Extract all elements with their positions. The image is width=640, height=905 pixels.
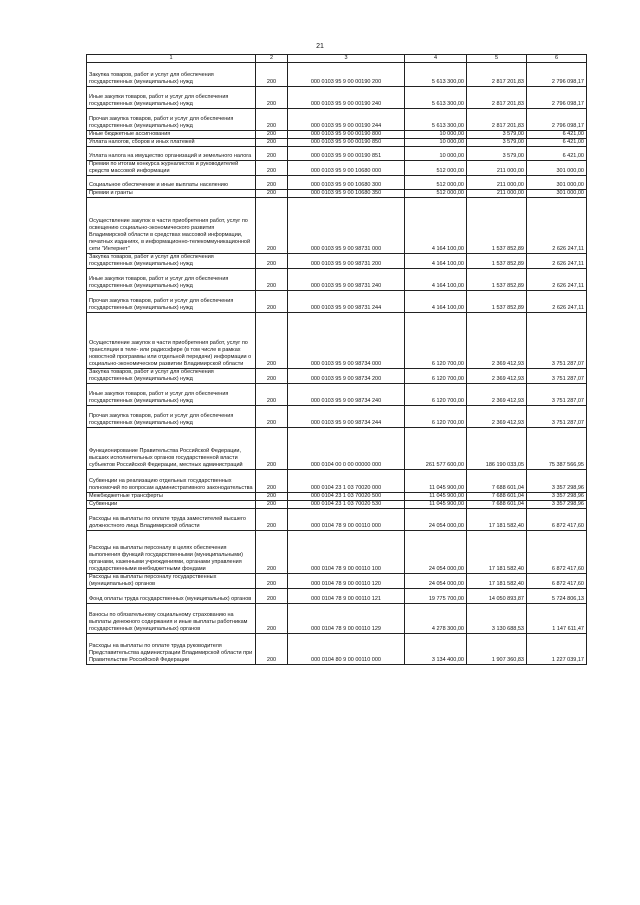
row-classification-cell: 000 0103 95 9 00 98734 200 (288, 369, 405, 384)
row-remaining-cell: 3 751 287,07 (527, 384, 587, 406)
row-name-cell: Прочая закупка товаров, работ и услуг для обеспечения государственных (муниципальных) нужд (87, 291, 256, 313)
table-row (87, 369, 587, 384)
column-header: 5 (467, 55, 527, 63)
table-row (87, 509, 587, 531)
row-classification-cell: 000 0104 78 9 00 00110 129 (288, 604, 405, 634)
row-remaining-cell: 6 421,00 (527, 147, 587, 161)
row-code-cell: 200 (256, 131, 288, 139)
table-row (87, 269, 587, 291)
table-row (87, 176, 587, 190)
row-remaining-cell: 3 751 287,07 (527, 369, 587, 384)
row-code-cell: 200 (256, 384, 288, 406)
row-code-cell: 200 (256, 109, 288, 131)
row-classification-cell: 000 0103 95 9 00 98731 200 (288, 254, 405, 269)
row-classification-cell: 000 0104 23 1 03 70020 500 (288, 493, 405, 501)
row-classification-cell: 000 0103 95 9 00 10680 350 (288, 190, 405, 198)
row-executed-cell: 17 181 582,40 (467, 531, 527, 574)
row-executed-cell: 1 907 360,83 (467, 634, 527, 665)
row-code-cell: 200 (256, 470, 288, 493)
row-name-cell: Уплата налогов, сборов и иных платежей (87, 139, 256, 147)
row-executed-cell: 17 181 582,40 (467, 509, 527, 531)
row-name-cell: Уплата налога на имущество организаций и земельного налога (87, 147, 256, 161)
row-name-cell: Взносы по обязательному социальному страхованию на выплаты денежного содержания и иные выплаты работникам государственных (муниципальных) органов (87, 604, 256, 634)
row-plan-cell: 4 164 100,00 (405, 269, 467, 291)
row-classification-cell: 000 0103 95 9 00 98731 000 (288, 198, 405, 254)
row-remaining-cell: 3 357 298,96 (527, 470, 587, 493)
row-remaining-cell: 3 751 287,07 (527, 406, 587, 428)
row-code-cell: 200 (256, 589, 288, 604)
table-row (87, 604, 587, 634)
row-executed-cell: 3 130 688,53 (467, 604, 527, 634)
row-remaining-cell: 301 000,00 (527, 176, 587, 190)
row-code-cell: 200 (256, 269, 288, 291)
row-name-cell: Закупка товаров, работ и услуг для обеспечения государственных (муниципальных) нужд (87, 63, 256, 87)
row-executed-cell: 2 369 412,93 (467, 384, 527, 406)
row-classification-cell: 000 0103 95 9 00 98734 000 (288, 313, 405, 369)
row-remaining-cell: 2 796 098,17 (527, 63, 587, 87)
row-code-cell: 200 (256, 509, 288, 531)
table-row (87, 531, 587, 574)
row-classification-cell: 000 0103 95 9 00 00190 200 (288, 63, 405, 87)
row-code-cell: 200 (256, 313, 288, 369)
column-header: 1 (87, 55, 256, 63)
row-plan-cell: 11 045 900,00 (405, 493, 467, 501)
row-classification-cell: 000 0103 95 9 00 00190 850 (288, 139, 405, 147)
row-code-cell: 200 (256, 501, 288, 509)
row-plan-cell: 24 054 000,00 (405, 531, 467, 574)
row-plan-cell: 19 775 700,00 (405, 589, 467, 604)
table-row (87, 501, 587, 509)
row-code-cell: 200 (256, 190, 288, 198)
row-classification-cell: 000 0104 78 9 00 00110 120 (288, 574, 405, 589)
row-remaining-cell: 6 872 417,60 (527, 509, 587, 531)
row-classification-cell: 000 0103 95 9 00 10680 000 (288, 161, 405, 176)
page-number: 21 (316, 43, 324, 50)
row-plan-cell: 6 120 700,00 (405, 406, 467, 428)
row-remaining-cell: 2 796 098,17 (527, 109, 587, 131)
row-remaining-cell: 6 872 417,60 (527, 531, 587, 574)
row-code-cell: 200 (256, 176, 288, 190)
row-plan-cell: 24 054 000,00 (405, 509, 467, 531)
row-classification-cell: 000 0103 95 9 00 98731 244 (288, 291, 405, 313)
row-remaining-cell: 6 421,00 (527, 139, 587, 147)
row-name-cell: Расходы на выплаты персоналу в целях обеспечения выполнения функций государственными (муниципальными) органами, казенными учреждениями, органами управления государственными внебюджетными фондами (87, 531, 256, 574)
row-plan-cell: 512 000,00 (405, 190, 467, 198)
row-classification-cell: 000 0104 00 0 00 00000 000 (288, 428, 405, 470)
row-remaining-cell: 3 357 298,96 (527, 493, 587, 501)
row-classification-cell: 000 0103 95 9 00 98734 240 (288, 384, 405, 406)
table-row (87, 198, 587, 254)
row-executed-cell: 211 000,00 (467, 161, 527, 176)
table-row (87, 406, 587, 428)
row-remaining-cell: 2 626 247,11 (527, 198, 587, 254)
row-remaining-cell: 1 147 611,47 (527, 604, 587, 634)
table-row (87, 139, 587, 147)
row-plan-cell: 512 000,00 (405, 161, 467, 176)
row-plan-cell: 5 613 300,00 (405, 63, 467, 87)
row-code-cell: 200 (256, 254, 288, 269)
table-row (87, 131, 587, 139)
row-executed-cell: 3 579,00 (467, 131, 527, 139)
row-executed-cell: 2 817 201,83 (467, 109, 527, 131)
row-name-cell: Осуществление закупок в части приобретения работ, услуг по освещению социально-экономического развития Владимирской области в средствах массовой информации, печатных изданиях, в информационно-телекоммуникационной сети "Интернет" (87, 198, 256, 254)
row-code-cell: 200 (256, 87, 288, 109)
table-row (87, 313, 587, 369)
table-row (87, 470, 587, 493)
row-remaining-cell: 6 421,00 (527, 131, 587, 139)
table-row (87, 428, 587, 470)
row-code-cell: 200 (256, 63, 288, 87)
table-row (87, 161, 587, 176)
row-name-cell: Иные закупки товаров, работ и услуг для обеспечения государственных (муниципальных) нужд (87, 269, 256, 291)
row-classification-cell: 000 0103 95 9 00 00190 800 (288, 131, 405, 139)
row-plan-cell: 5 613 300,00 (405, 87, 467, 109)
row-name-cell: Расходы на выплаты по оплате труда заместителей высшего должностного лица Владимирской области (87, 509, 256, 531)
row-classification-cell: 000 0103 95 9 00 98734 244 (288, 406, 405, 428)
row-name-cell: Закупка товаров, работ и услуг для обеспечения государственных (муниципальных) нужд (87, 254, 256, 269)
row-code-cell: 200 (256, 139, 288, 147)
row-remaining-cell: 2 796 098,17 (527, 87, 587, 109)
row-classification-cell: 000 0104 23 1 03 70020 530 (288, 501, 405, 509)
row-remaining-cell: 1 227 039,17 (527, 634, 587, 665)
row-executed-cell: 2 817 201,83 (467, 63, 527, 87)
row-plan-cell: 11 045 900,00 (405, 501, 467, 509)
row-remaining-cell: 301 000,00 (527, 190, 587, 198)
row-classification-cell: 000 0104 78 9 00 00110 100 (288, 531, 405, 574)
row-classification-cell: 000 0103 95 9 00 98731 240 (288, 269, 405, 291)
row-executed-cell: 17 181 582,40 (467, 574, 527, 589)
row-classification-cell: 000 0103 95 9 00 10680 300 (288, 176, 405, 190)
column-header: 6 (527, 55, 587, 63)
row-remaining-cell: 75 387 566,95 (527, 428, 587, 470)
row-classification-cell: 000 0104 78 9 00 00110 000 (288, 509, 405, 531)
row-name-cell: Премии и гранты (87, 190, 256, 198)
table-row (87, 147, 587, 161)
row-executed-cell: 2 369 412,93 (467, 369, 527, 384)
row-classification-cell: 000 0104 80 9 00 00110 000 (288, 634, 405, 665)
row-code-cell: 200 (256, 531, 288, 574)
row-code-cell: 200 (256, 634, 288, 665)
row-executed-cell: 1 537 852,89 (467, 291, 527, 313)
row-plan-cell: 10 000,00 (405, 147, 467, 161)
row-remaining-cell: 2 626 247,11 (527, 254, 587, 269)
row-name-cell: Иные бюджетные ассигнования (87, 131, 256, 139)
table-row (87, 634, 587, 665)
table-row (87, 190, 587, 198)
row-executed-cell: 2 369 412,93 (467, 313, 527, 369)
row-classification-cell: 000 0103 95 9 00 00190 244 (288, 109, 405, 131)
row-remaining-cell: 6 872 417,60 (527, 574, 587, 589)
table-row (87, 109, 587, 131)
row-remaining-cell: 2 626 247,11 (527, 291, 587, 313)
row-name-cell: Субвенции на реализацию отдельных государственных полномочий по вопросам административного законодательства (87, 470, 256, 493)
table-row (87, 87, 587, 109)
table-row (87, 291, 587, 313)
row-executed-cell: 7 688 601,04 (467, 470, 527, 493)
row-remaining-cell: 3 751 287,07 (527, 313, 587, 369)
row-executed-cell: 7 688 601,04 (467, 493, 527, 501)
row-plan-cell: 24 054 000,00 (405, 574, 467, 589)
row-name-cell: Функционирование Правительства Российской Федерации, высших исполнительных органов государственной власти субъектов Российской Федерации, местных администраций (87, 428, 256, 470)
row-code-cell: 200 (256, 161, 288, 176)
row-executed-cell: 1 537 852,89 (467, 254, 527, 269)
table-row (87, 63, 587, 87)
row-name-cell: Расходы на выплаты персоналу государственных (муниципальных) органов (87, 574, 256, 589)
row-classification-cell: 000 0103 95 9 00 00190 851 (288, 147, 405, 161)
column-header: 4 (405, 55, 467, 63)
row-plan-cell: 6 120 700,00 (405, 384, 467, 406)
table-header-row (87, 55, 587, 63)
budget-execution-table (86, 54, 587, 665)
table-row (87, 254, 587, 269)
row-executed-cell: 2 369 412,93 (467, 406, 527, 428)
row-code-cell: 200 (256, 369, 288, 384)
row-executed-cell: 186 190 033,05 (467, 428, 527, 470)
row-name-cell: Иные закупки товаров, работ и услуг для обеспечения государственных (муниципальных) нужд (87, 87, 256, 109)
row-executed-cell: 1 537 852,89 (467, 198, 527, 254)
row-remaining-cell: 3 357 298,96 (527, 501, 587, 509)
row-plan-cell: 4 164 100,00 (405, 198, 467, 254)
row-executed-cell: 211 000,00 (467, 190, 527, 198)
row-name-cell: Фонд оплаты труда государственных (муниципальных) органов (87, 589, 256, 604)
row-name-cell: Осуществление закупок в части приобретения работ, услуг по трансляции в теле- или радиоэфире (в том числе в рамках новостной программы или отдельной передачи) информации о социально-экономическом развитии Владимирской области (87, 313, 256, 369)
row-plan-cell: 3 134 400,00 (405, 634, 467, 665)
row-executed-cell: 14 050 893,87 (467, 589, 527, 604)
row-executed-cell: 7 688 601,04 (467, 501, 527, 509)
row-executed-cell: 1 537 852,89 (467, 269, 527, 291)
row-remaining-cell: 301 000,00 (527, 161, 587, 176)
row-code-cell: 200 (256, 493, 288, 501)
table-row (87, 493, 587, 501)
row-name-cell: Прочая закупка товаров, работ и услуг для обеспечения государственных (муниципальных) нужд (87, 109, 256, 131)
row-remaining-cell: 2 626 247,11 (527, 269, 587, 291)
row-plan-cell: 4 164 100,00 (405, 254, 467, 269)
row-plan-cell: 6 120 700,00 (405, 369, 467, 384)
row-executed-cell: 2 817 201,83 (467, 87, 527, 109)
row-classification-cell: 000 0104 23 1 03 70020 000 (288, 470, 405, 493)
row-code-cell: 200 (256, 198, 288, 254)
row-plan-cell: 11 045 900,00 (405, 470, 467, 493)
row-name-cell: Межбюджетные трансферты (87, 493, 256, 501)
row-remaining-cell: 5 724 806,13 (527, 589, 587, 604)
row-name-cell: Социальное обеспечение и иные выплаты населению (87, 176, 256, 190)
row-code-cell: 200 (256, 604, 288, 634)
row-code-cell: 200 (256, 574, 288, 589)
row-code-cell: 200 (256, 406, 288, 428)
row-plan-cell: 4 278 300,00 (405, 604, 467, 634)
table-row (87, 384, 587, 406)
row-plan-cell: 10 000,00 (405, 139, 467, 147)
row-name-cell: Премии по итогам конкурса журналистов и руководителей средств массовой информации (87, 161, 256, 176)
row-plan-cell: 261 577 600,00 (405, 428, 467, 470)
row-plan-cell: 4 164 100,00 (405, 291, 467, 313)
row-plan-cell: 5 613 300,00 (405, 109, 467, 131)
row-executed-cell: 211 000,00 (467, 176, 527, 190)
column-header: 2 (256, 55, 288, 63)
column-header: 3 (288, 55, 405, 63)
row-name-cell: Прочая закупка товаров, работ и услуг для обеспечения государственных (муниципальных) нужд (87, 406, 256, 428)
row-code-cell: 200 (256, 147, 288, 161)
table-row (87, 574, 587, 589)
row-name-cell: Расходы на выплаты по оплате труда руководителя Представительства администрации Владимирской области при Правительстве Российской Федерации (87, 634, 256, 665)
row-name-cell: Закупка товаров, работ и услуг для обеспечения государственных (муниципальных) нужд (87, 369, 256, 384)
row-code-cell: 200 (256, 291, 288, 313)
row-name-cell: Иные закупки товаров, работ и услуг для обеспечения государственных (муниципальных) нужд (87, 384, 256, 406)
row-code-cell: 200 (256, 428, 288, 470)
table-row (87, 589, 587, 604)
row-executed-cell: 3 579,00 (467, 147, 527, 161)
row-plan-cell: 10 000,00 (405, 131, 467, 139)
row-classification-cell: 000 0104 78 9 00 00110 121 (288, 589, 405, 604)
row-plan-cell: 6 120 700,00 (405, 313, 467, 369)
row-name-cell: Субвенции (87, 501, 256, 509)
row-plan-cell: 512 000,00 (405, 176, 467, 190)
row-classification-cell: 000 0103 95 9 00 00190 240 (288, 87, 405, 109)
row-executed-cell: 3 579,00 (467, 139, 527, 147)
